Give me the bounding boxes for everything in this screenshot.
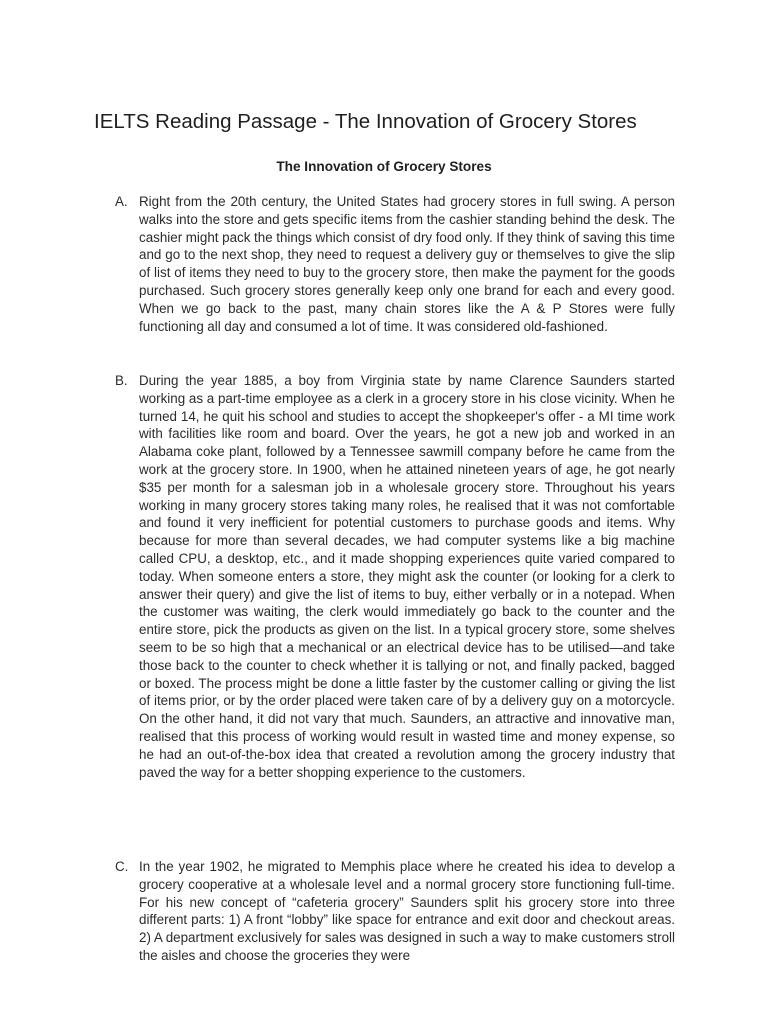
section-paragraph: In the year 1902, he migrated to Memphis place where he created his idea to develop a grocery cooperative at a wholesale level and a normal grocery store functioning full-time. For his new concept of “cafeteria grocery” Saunders split his grocery store into three different parts: 1) A front “lobby” like space for entrance and exit door and checkout areas. 2) A department exclusively for sales was designed in such a way to make customers stroll the aisles and choose the groceries they were bbox=[139, 859, 675, 963]
section-letter: B. bbox=[115, 373, 128, 388]
section-paragraph: Right from the 20th century, the United States had grocery stores in full swing. A person walks into the store and gets specific items from the cashier standing behind the desk. The cashier might pack the things which consist of dry food only. If they think of saving this time and go to the next shop, they need to request a delivery guy or themselves to give the slip of list of items they need to buy to the grocery store, then make the payment for the goods purchased. Such grocery stores generally keep only one brand for each and every good. When we go back to the past, many chain stores like the A & P Stores were fully functioning all day and consumed a lot of time. It was considered old-fashioned. bbox=[139, 194, 675, 334]
section-letter: C. bbox=[115, 859, 129, 874]
section-a bbox=[115, 193, 675, 335]
section-c bbox=[115, 858, 675, 965]
section-letter: A. bbox=[115, 194, 128, 209]
document-title: IELTS Reading Passage - The Innovation of Grocery Stores bbox=[94, 110, 637, 133]
passage-subtitle: The Innovation of Grocery Stores bbox=[276, 159, 492, 174]
section-b bbox=[115, 372, 675, 781]
section-paragraph: During the year 1885, a boy from Virginia state by name Clarence Saunders started working as a part-time employee as a clerk in a grocery store in his close vicinity. When he turned 14, he quit his school and studies to accept the shopkeeper's offer - a MI time work with facilities like room and board. Over the years, he got a new job and worked in an Alabama coke plant, followed by a Tennessee sawmill company before he came from the work at the grocery store. In 1900, when he attained nineteen years of age, he got nearly $35 per month for a salesman job in a wholesale grocery store. Throughout his years working in many grocery stores taking many roles, he realised that it was not comfortable and found it very inefficient for potential customers to purchase goods and items. Why because for more than several decades, we had computer systems like a big machine called CPU, a desktop, etc., and it made shopping experiences quite varied compared to today. When someone enters a store, they might ask the counter (or looking for a clerk to answer their query) and give the list of items to buy, either verbally or in a notepad. When the customer was waiting, the clerk would immediately go back to the counter and the entire store, pick the products as given on the list. In a typical grocery store, some shelves seem to be so high that a mechanical or an electrical device has to be utilised—and take those back to the counter to check whether it is tallying or not, and finally packed, bagged or boxed. The process might be done a little faster by the customer calling or giving the list of items prior, or by the order placed were taken care of by a delivery guy on a motorcycle. On the other hand, it did not vary that much. Saunders, an attractive and innovative man, realised that this process of working would result in wasted time and money expense, so he had an out-of-the-box idea that created a revolution among the grocery industry that paved the way for a better shopping experience to the customers. bbox=[139, 373, 675, 780]
